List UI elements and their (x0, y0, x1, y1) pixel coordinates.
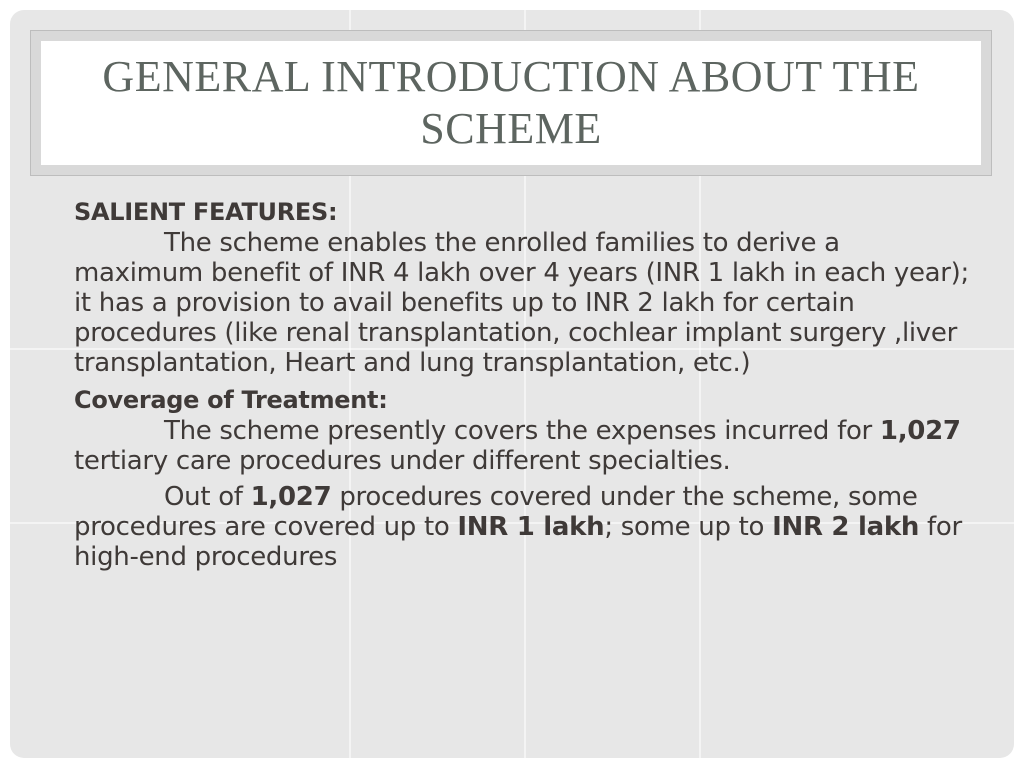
slide (10, 10, 1014, 758)
slide-body (74, 196, 974, 572)
coverage-amount-2: INR 2 lakh (772, 512, 920, 542)
coverage-text: The scheme presently covers the expenses incurred for (164, 416, 880, 446)
coverage-text: Out of (164, 482, 251, 512)
coverage-heading: Coverage of Treatment: (74, 386, 388, 414)
slide-title: GENERAL INTRODUCTION ABOUT THE SCHEME (102, 52, 920, 153)
title-frame (30, 30, 992, 176)
coverage-text: for high-end procedures (74, 512, 962, 572)
coverage-text: procedures covered under the scheme, some procedures are covered up to (74, 482, 918, 542)
coverage-paragraph-1 (74, 416, 974, 476)
procedure-count: 1,027 (250, 482, 332, 512)
coverage-text: ; some up to (604, 512, 773, 542)
coverage-paragraph-2 (74, 482, 974, 572)
procedure-count: 1,027 (879, 416, 961, 446)
salient-features-heading: SALIENT FEATURES: (74, 198, 338, 226)
title-box (41, 41, 981, 165)
coverage-text: tertiary care procedures under different specialties. (74, 446, 731, 476)
coverage-amount-1: INR 1 lakh (457, 512, 605, 542)
salient-features-text: The scheme enables the enrolled families to derive a maximum benefit of INR 4 lakh over 4 years (INR 1 lakh in each year); it has a provision to avail benefits up to INR 2 lakh for certain procedures (like renal transplantation, cochlear implant surgery ,liver transplantation, Heart and lung transplantation, etc.) (74, 228, 969, 378)
